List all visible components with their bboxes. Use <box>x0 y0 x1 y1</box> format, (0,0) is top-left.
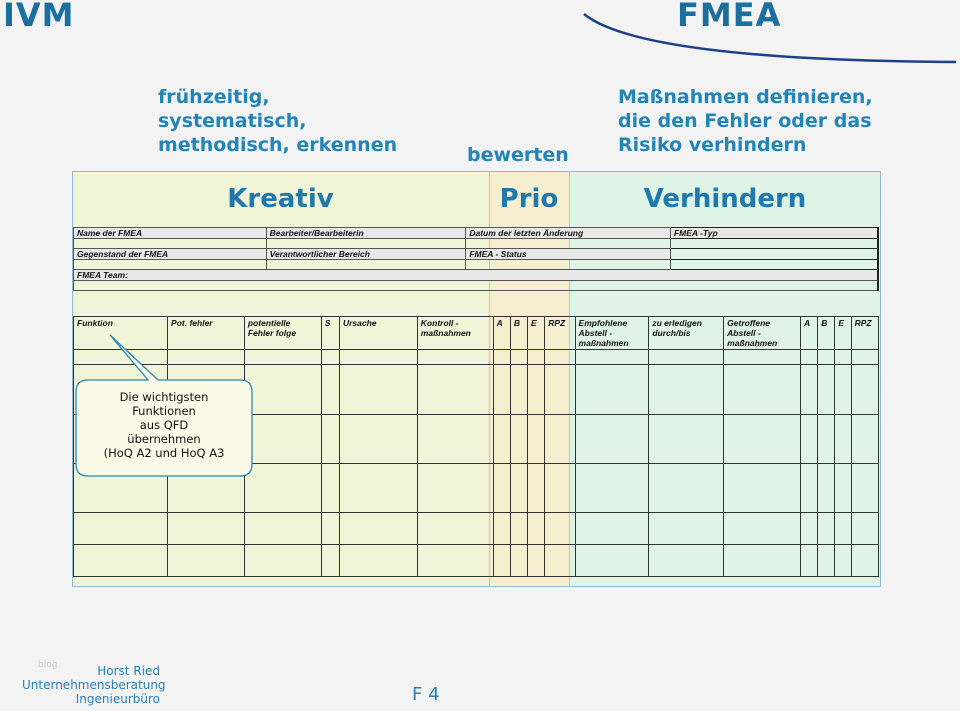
subtitle-verhindern: Maßnahmen definieren, die den Fehler oder das Risiko verhindern <box>618 86 873 156</box>
footer-author <box>22 664 166 706</box>
col-fehlerfolge: potentielle Fehler folge <box>244 317 321 350</box>
form-status-value[interactable] <box>466 260 671 270</box>
col-b: B <box>510 317 527 350</box>
form-status-label: FMEA - Status <box>466 249 671 260</box>
footer-author-name: Horst Ried <box>97 664 160 678</box>
form-header <box>73 227 879 291</box>
brand-fmea: FMEA <box>677 0 782 34</box>
zone-title-verhindern: Verhindern <box>643 184 807 214</box>
subtitle-erkennen: frühzeitig, systematisch, methodisch, erkennen <box>158 86 398 156</box>
form-name-value[interactable] <box>74 239 267 249</box>
form-status-extra[interactable] <box>670 249 878 260</box>
footer-author-company: Unternehmensberatung <box>22 678 166 692</box>
col-zu-erledigen: zu erledigen durch/bis <box>649 317 724 350</box>
swoosh-decoration <box>580 10 960 70</box>
form-type-label: FMEA -Typ <box>670 228 878 239</box>
brand-ivm: IVM <box>3 0 75 34</box>
col-ursache: Ursache <box>339 317 417 350</box>
form-subject-value[interactable] <box>74 260 267 270</box>
form-type-value[interactable] <box>670 239 878 249</box>
col-e2: E <box>835 317 851 350</box>
table-row <box>74 513 879 545</box>
form-date-label: Datum der letzten Änderung <box>466 228 671 239</box>
form-area-label: Verantwortlicher Bereich <box>266 249 466 260</box>
form-team-value[interactable] <box>74 281 879 291</box>
form-editor-label: Bearbeiter/Bearbeiterin <box>266 228 466 239</box>
form-date-value[interactable] <box>466 239 671 249</box>
footer-blog-watermark: blog <box>38 660 58 670</box>
col-a: A <box>493 317 510 350</box>
footer-author-office: Ingenieurbüro <box>75 692 160 706</box>
col-kontroll: Kontroll - maßnahmen <box>417 317 493 350</box>
form-team-label: FMEA Team: <box>74 270 879 281</box>
col-s: S <box>321 317 339 350</box>
col-rpz2: RPZ <box>851 317 878 350</box>
callout-text: Die wichtigsten Funktionen aus QFD übernehmen (HoQ A2 und HoQ A3 <box>103 390 225 460</box>
col-pot-fehler: Pot. fehler <box>168 317 245 350</box>
col-a2: A <box>801 317 818 350</box>
subtitle-bewerten: bewerten <box>467 144 569 166</box>
table-row <box>74 545 879 577</box>
form-subject-label: Gegenstand der FMEA <box>74 249 267 260</box>
col-empfohlene: Empfohlene Abstell - maßnahmen <box>575 317 649 350</box>
col-funktion: Funktion <box>74 317 168 350</box>
form-extra-value[interactable] <box>670 260 878 270</box>
form-area-value[interactable] <box>266 260 466 270</box>
page-number: F 4 <box>412 684 440 705</box>
zone-title-kreativ: Kreativ <box>227 184 334 214</box>
col-rpz: RPZ <box>545 317 575 350</box>
zone-title-prio: Prio <box>499 184 559 214</box>
col-e: E <box>528 317 545 350</box>
form-editor-value[interactable] <box>266 239 466 249</box>
col-b2: B <box>818 317 835 350</box>
col-getroffene: Getroffene Abstell - maßnahmen <box>724 317 801 350</box>
form-name-label: Name der FMEA <box>74 228 267 239</box>
